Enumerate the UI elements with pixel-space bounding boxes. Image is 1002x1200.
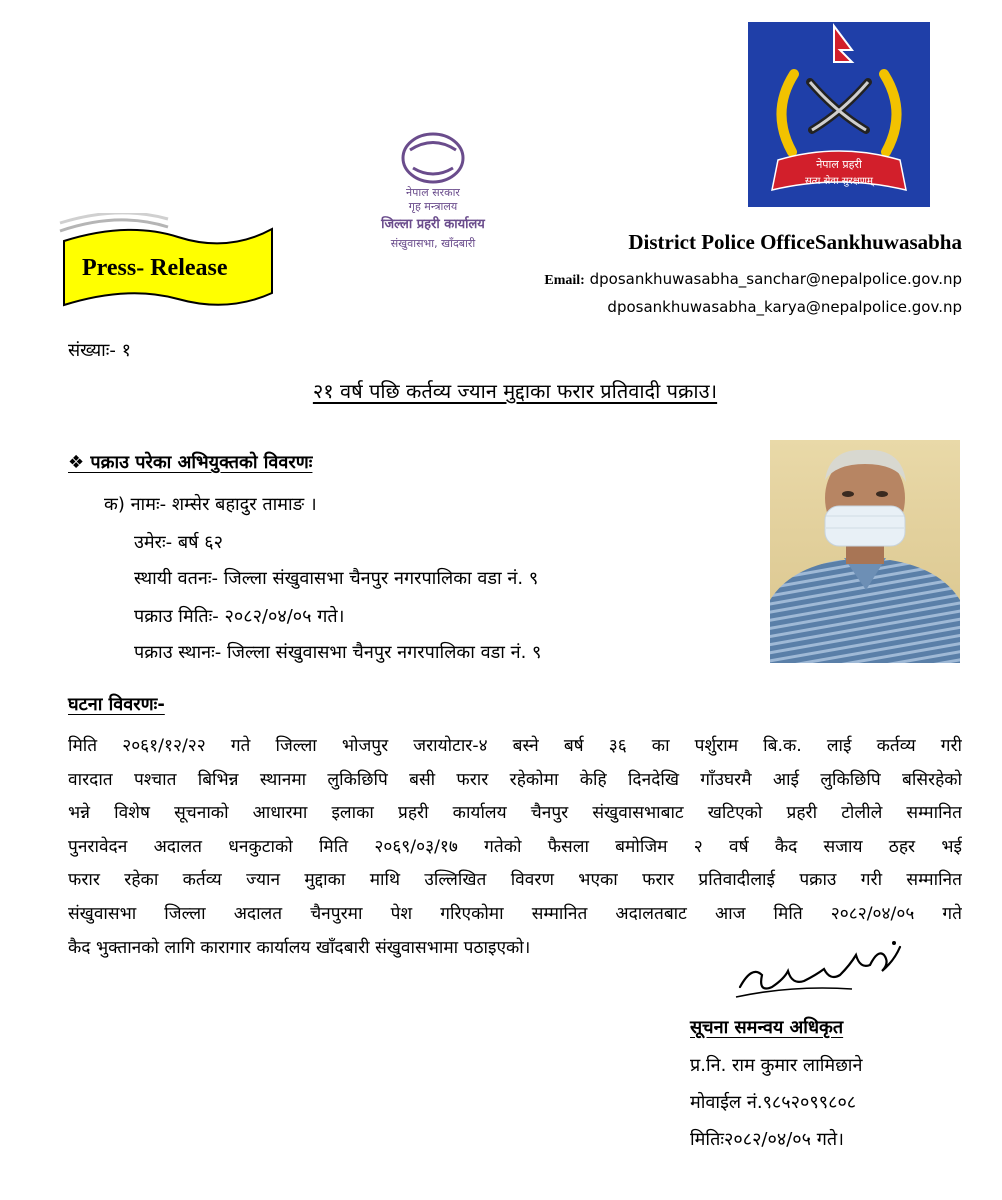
logo-text-1: नेपाल प्रहरी [816, 158, 862, 171]
arrest-place: पक्राउ स्थानः- जिल्ला संखुवासभा चैनपुर नगरपालिका वडा नं. ९ [134, 642, 542, 663]
email-1[interactable]: dposankhuwasabha_sanchar@nepalpolice.gov.np [589, 270, 962, 288]
arrest-date: पक्राउ मितिः- २०८२/०४/०५ गते। [134, 606, 345, 627]
accused-name: क) नामः- शम्सेर बहादुर तामाङ । [104, 494, 317, 515]
incident-body [68, 730, 962, 965]
incident-line: फरार रहेका कर्तव्य ज्यान मुद्दाका माथि उल्लिखित विवरण भएका फरार प्रतिवादीलाई पक्राउ गरी सम्मानित [68, 870, 962, 891]
stamp-line-3: जिल्ला प्रहरी कार्यालय [381, 217, 485, 232]
incident-line: कैद भुक्तानको लागि कारागार कार्यालय खाँदबारी संखुवासभामा पठाइएको। [68, 937, 531, 958]
accused-photo [770, 440, 960, 663]
incident-line: संखुवासभा जिल्ला अदालत चैनपुरमा पेश गरिएकोमा सम्मानित अदालतबाट आज मिति २०८२/०४/०५ गते [68, 903, 962, 924]
stamp-line-4: संखुवासभा, खाँदबारी [390, 237, 476, 250]
officer-title: सूचना समन्वय अधिकृत [690, 1017, 844, 1038]
officer-mobile: मोवाईल नं.९८५२०९९८०८ [690, 1092, 857, 1113]
office-name: District Police OfficeSankhuwasabha [628, 230, 962, 254]
logo-text-2: सत्य सेवा सुरक्षणम् [805, 176, 873, 187]
email-row-1 [544, 270, 962, 289]
reference-number: संख्याः- १ [68, 340, 132, 361]
press-release-label: Press- Release [82, 255, 228, 281]
nepal-police-logo [748, 22, 930, 207]
headline: २१ वर्ष पछि कर्तव्य ज्यान मुद्दाका फरार प्रतिवादी पक्राउ। [312, 379, 718, 403]
incident-line: वारदात पश्चात बिभिन्न स्थानमा लुकिछिपि बसी फरार रहेकोमा केहि दिनदेखि गाँउघरमै आई लुकिछिपि बसिरहेको [68, 769, 962, 790]
officer-signature [732, 935, 907, 1005]
office-stamp [358, 130, 508, 255]
incident-title: घटना विवरणः- [68, 694, 165, 715]
stamp-line-2: गृह मन्त्रालय [408, 200, 458, 213]
officer-date: मितिः२०८२/०४/०५ गते। [690, 1129, 844, 1150]
incident-line: मिति २०६१/१२/२२ गते जिल्ला भोजपुर जरायोटार-४ बस्ने बर्ष ३६ का पर्शुराम बि.क. लाई कर्तव्य गरी [68, 736, 962, 756]
stamp-line-1: नेपाल सरकार [406, 186, 460, 199]
officer-name: प्र.नि. राम कुमार लामिछाने [690, 1055, 863, 1076]
email-2[interactable]: dposankhuwasabha_karya@nepalpolice.gov.np [607, 298, 962, 316]
email-label: Email: [544, 273, 585, 288]
incident-line: पुनरावेदन अदालत धनकुटाको मिति २०६९/०३/१७ गतेको फैसला बमोजिम २ वर्ष कैद सजाय ठहर भई [68, 836, 962, 857]
accused-age: उमेरः- बर्ष ६२ [134, 532, 223, 553]
accused-details-title: ❖ पक्राउ परेका अभियुक्तको विवरणः [68, 452, 313, 473]
accused-address: स्थायी वतनः- जिल्ला संखुवासभा चैनपुर नगरपालिका वडा नं. ९ [134, 568, 539, 589]
incident-line: भन्ने विशेष सूचनाको आधारमा इलाका प्रहरी कार्यालय चैनपुर संखुवासभाबाट खटिएको प्रहरी टोलीले सम्मानित [68, 803, 962, 824]
